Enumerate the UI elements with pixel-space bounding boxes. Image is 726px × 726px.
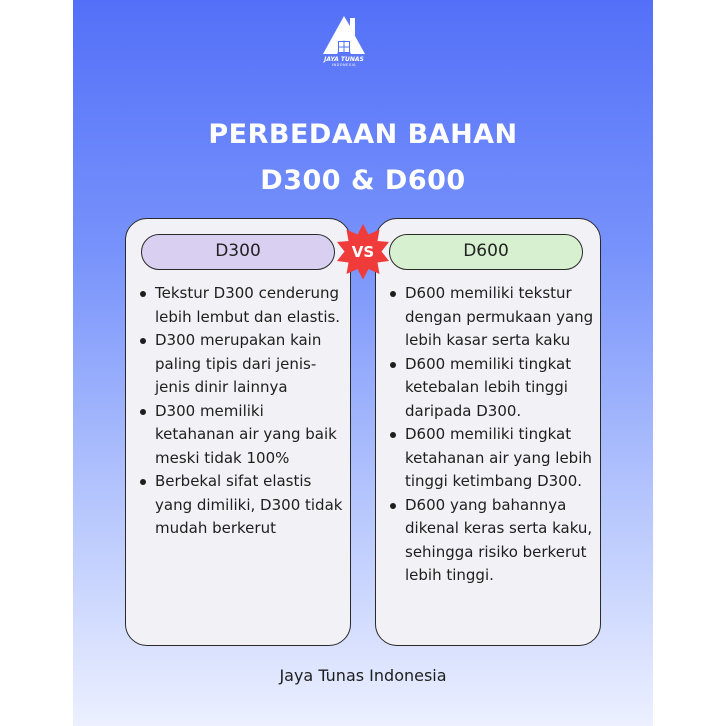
poster [73,0,653,726]
brand-subtitle: INDONESIA [331,63,357,67]
list-item [137,400,345,471]
list-item [387,494,597,588]
point-text: Tekstur D300 cenderung lebih lembut dan elastis. [155,284,341,326]
page-title [73,112,653,204]
brand-name: JAYA TUNAS [324,56,364,63]
bullet-icon [390,291,396,297]
d600-points [387,282,597,588]
point-text: D300 merupakan kain paling tipis dari jenis-jenis dinir lainnya [155,331,322,396]
list-item [137,470,345,541]
bullet-icon [140,291,146,297]
title-line-2: D300 & D600 [260,165,466,196]
point-text: D600 memiliki tingkat ketahanan air yang lebih tinggi ketimbang D300. [405,425,592,490]
list-item [387,353,597,424]
title-line-1: PERBEDAAN BAHAN [208,119,518,150]
bullet-icon [390,432,396,438]
list-item [387,282,597,353]
footer-brand: Jaya Tunas Indonesia [279,666,447,685]
list-item [137,282,345,329]
point-text: Berbekal sifat elastis yang dimiliki, D300 tidak mudah berkerut [155,472,343,537]
company-logo [317,14,371,72]
bullet-icon [140,338,146,344]
list-item [387,423,597,494]
d300-heading: D300 [141,234,335,270]
bullet-icon [140,479,146,485]
bullet-icon [390,362,396,368]
vs-label: VS [351,243,375,261]
point-text: D600 memiliki tingkat ketebalan lebih tinggi daripada D300. [405,354,572,420]
house-icon [321,14,367,56]
point-text: D600 yang bahannya dikenal keras serta kaku, sehingga risiko berkerut lebih tinggi. [405,495,593,584]
point-text: D600 memiliki tekstur dengan permukaan yang lebih kasar serta kaku [405,284,594,349]
bullet-icon [140,409,146,415]
list-item [137,329,345,400]
d300-points [137,282,345,541]
d600-heading: D600 [389,234,583,270]
point-text: D300 memiliki ketahanan air yang baik meski tidak 100% [155,401,337,467]
bullet-icon [390,503,396,509]
